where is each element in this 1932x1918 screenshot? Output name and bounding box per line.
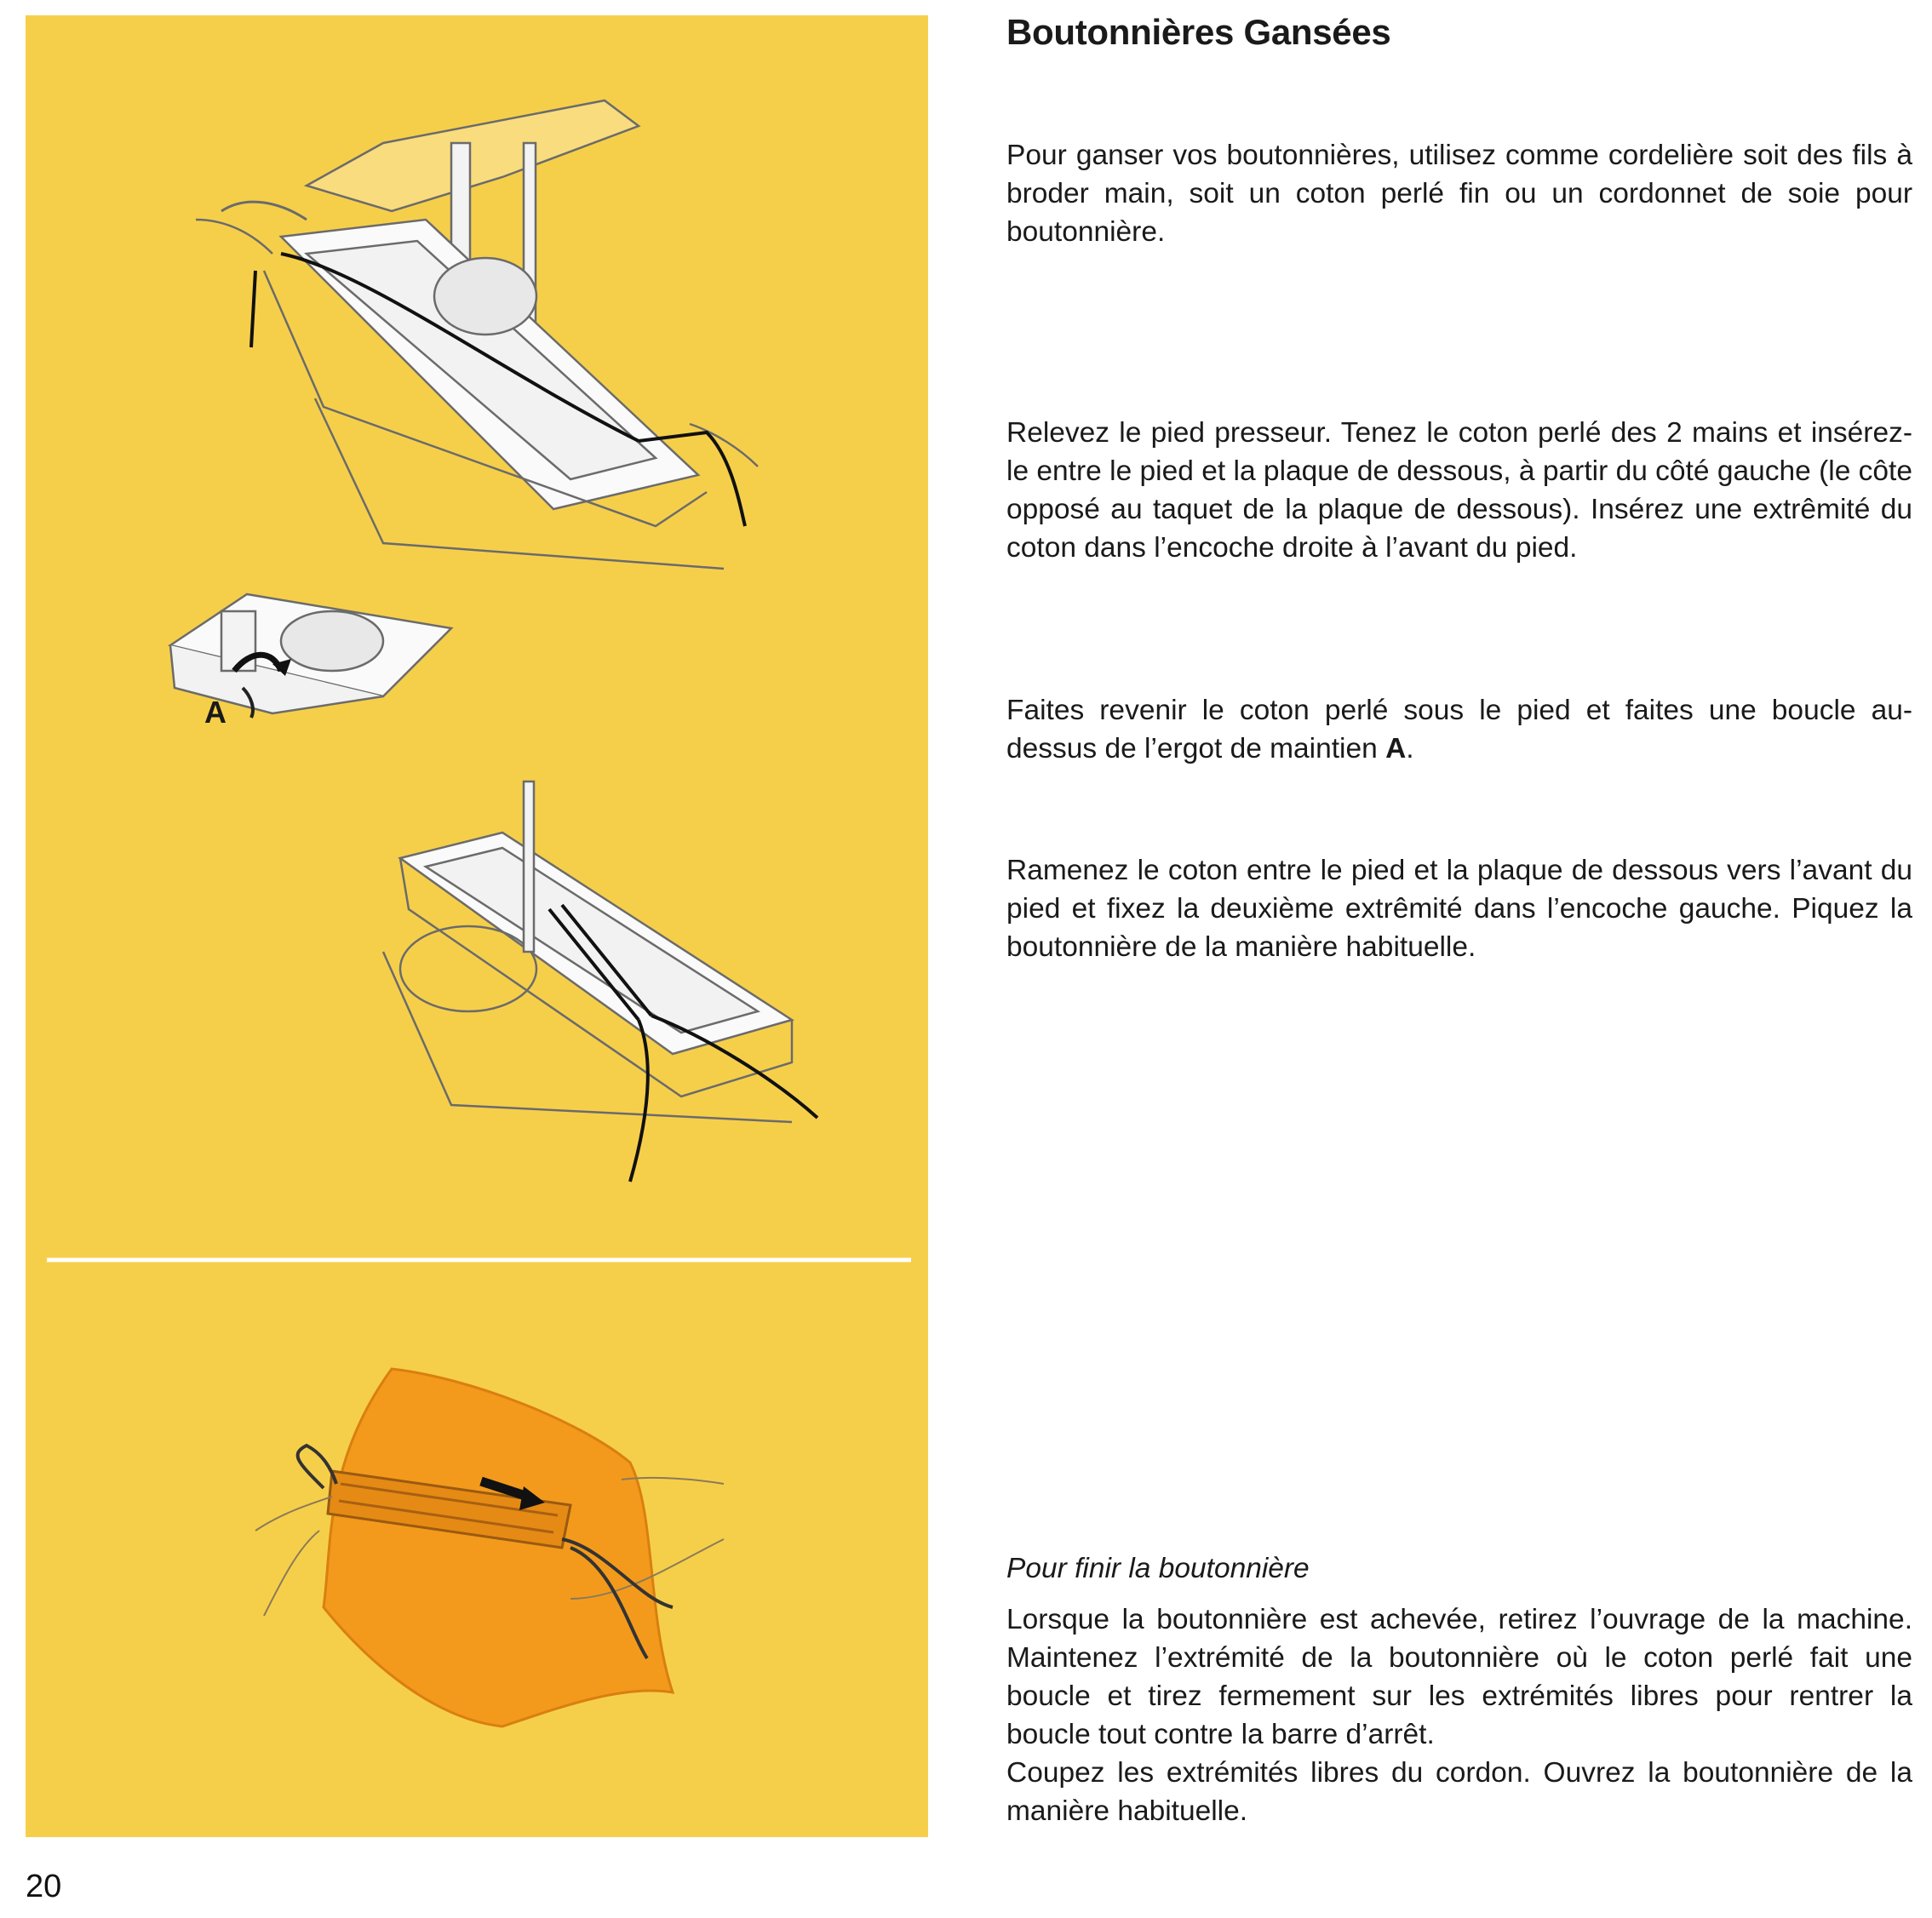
page-title: Boutonnières Gansées bbox=[1006, 12, 1391, 52]
foot-with-cord-illustration bbox=[383, 782, 792, 1122]
finish-heading: Pour finir la boutonnière bbox=[1006, 1553, 1310, 1584]
page-number: 20 bbox=[26, 1869, 62, 1904]
illustration-panel bbox=[26, 15, 928, 1837]
paragraph-cut: Coupez les extrémités libres du cordon. Ouvrez la boutonnière de la manière habituelle. bbox=[1006, 1757, 1912, 1827]
paragraph-intro: Pour ganser vos boutonnières, utilisez comme cordelière soit des fils à broder main, soit un coton perlé fin ou un cordonnet de soie pour boutonnière. bbox=[1006, 140, 1912, 248]
illustrations bbox=[26, 15, 928, 1837]
paragraph-loop-text: Faites revenir le coton perlé sous le pied et faites une boucle au-dessus de l’ergot de maintien bbox=[1006, 695, 1912, 764]
paragraph-loop-end: . bbox=[1406, 733, 1414, 764]
fabric-illustration bbox=[324, 1369, 673, 1726]
paragraph-loop bbox=[1006, 691, 1912, 768]
paragraph-finish: Lorsque la boutonnière est achevée, retirez l’ouvrage de la machine. Maintenez l’extrémité de la boutonnière où le coton perlé fait une boucle et tirez fermement sur les extrémités libres pour rentrer la boucle tout contre la barre d’arrêt. bbox=[1006, 1604, 1912, 1750]
paragraph-stitch: Ramenez le coton entre le pied et la plaque de dessous vers l’avant du pied et fixez la deuxième extrêmité dans l’encoche gauche. Piquez la boutonnière de la manière habituelle. bbox=[1006, 855, 1912, 963]
paragraph-insert-cord: Relevez le pied presseur. Tenez le coton perlé des 2 mains et insérez-le entre le pied et la plaque de dessous, à partir du côté gauche (le côte opposé au taquet de la plaque de dessous). Insérez une extrêmité du coton dans l’encoche droite à l’avant du pied. bbox=[1006, 417, 1912, 564]
presser-foot-illustration bbox=[196, 100, 758, 569]
paragraph-loop-bold: A bbox=[1385, 733, 1407, 764]
holding-point-label: A bbox=[204, 695, 226, 730]
